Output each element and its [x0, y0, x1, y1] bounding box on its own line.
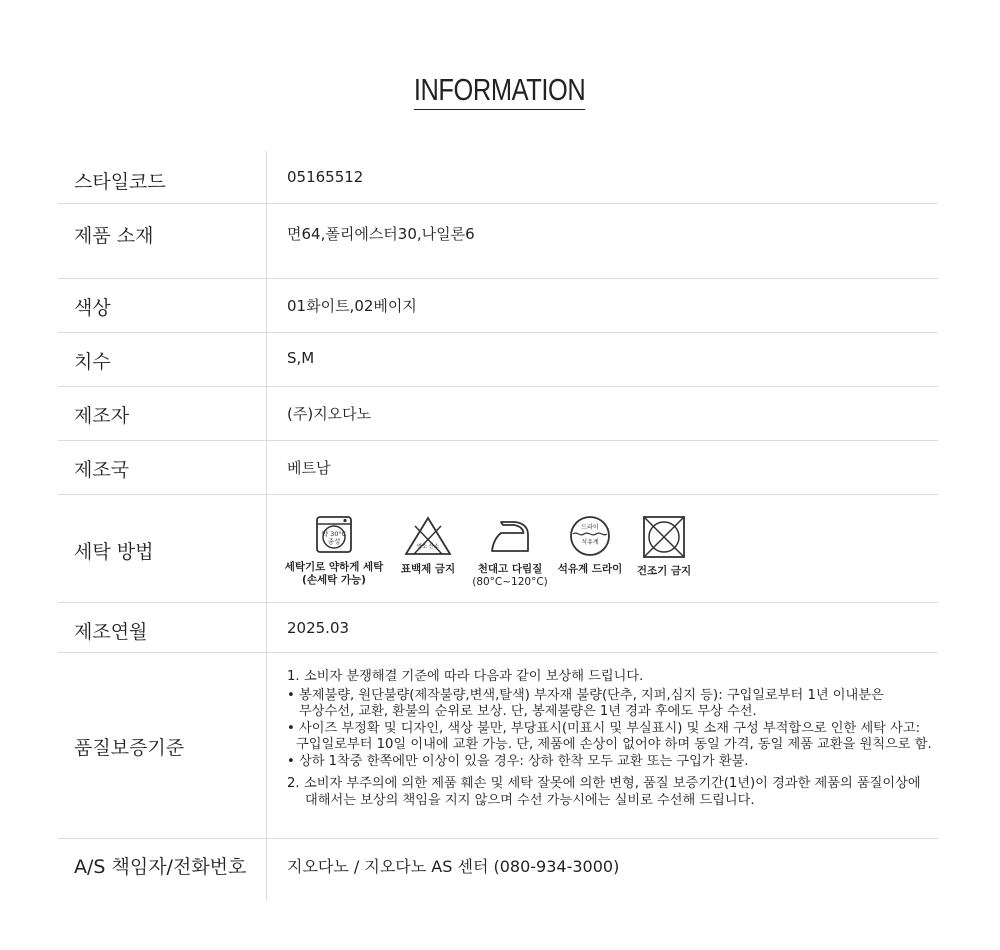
divider — [266, 279, 267, 332]
wash-tub-icon — [314, 515, 354, 555]
row-as — [58, 839, 938, 901]
row-label: 세탁 방법 — [74, 541, 154, 563]
divider — [266, 387, 267, 440]
row-country — [58, 441, 938, 495]
divider — [266, 204, 267, 278]
divider — [266, 151, 267, 203]
row-quality — [58, 653, 938, 839]
row-color — [58, 279, 938, 333]
care-item — [468, 515, 552, 589]
row-label: 제조국 — [74, 459, 130, 481]
svg-text:약 30°C: 약 30°C — [321, 530, 347, 538]
divider — [266, 333, 267, 386]
svg-text:드라이: 드라이 — [581, 524, 599, 531]
svg-text:염소: 염소 — [416, 544, 428, 550]
quality-item: 1. 소비자 분쟁해결 기준에 따라 다음과 같이 보상해 드립니다. — [287, 669, 644, 684]
care-item — [280, 515, 388, 589]
row-label: 제품 소재 — [74, 225, 154, 247]
care-caption: 건조기 금지 — [636, 565, 692, 577]
care-caption: 세탁기로 약하게 세탁 — [284, 561, 384, 573]
row-value: 지오다노 / 지오다노 AS 센터 (080-934-3000) — [287, 857, 620, 876]
title-wrap — [0, 72, 1000, 110]
row-label: 제조자 — [74, 405, 130, 427]
care-caption: 천대고 다림질 — [477, 563, 543, 575]
row-label: 치수 — [74, 351, 111, 373]
row-value: 01화이트,02베이지 — [287, 297, 417, 315]
row-value: 베트남 — [287, 459, 331, 477]
row-date — [58, 603, 938, 653]
care-item — [552, 515, 628, 589]
info-table — [58, 151, 938, 901]
divider — [266, 839, 267, 901]
care-caption: (손세탁 가능) — [302, 574, 366, 586]
row-washing — [58, 495, 938, 603]
quality-bullet: • 상하 1착중 한쪽에만 이상이 있을 경우: 상하 한착 모두 교환 또는 구입가 환불. — [287, 753, 749, 769]
dry-clean-icon — [569, 515, 611, 557]
row-value: 면64,폴리에스터30,나일론6 — [287, 225, 475, 243]
row-label: 제조연월 — [74, 621, 148, 643]
quality-bullet: • 봉제불량, 원단불량(제작불량,변색,탈색) 부자재 불량(단추, 지퍼,심지 등): 구입일로부터 1년 이내분은 무상수선, 교환, 환불의 순위로 보상. 단, 봉제불량은 1년 경과 후에도 무상 수선. — [287, 687, 884, 719]
row-manufacturer — [58, 387, 938, 441]
row-label: 스타일코드 — [74, 171, 166, 193]
care-caption: 석유계 드라이 — [557, 563, 623, 575]
no-tumble-dry-icon — [642, 515, 686, 559]
row-value: 2025.03 — [287, 619, 350, 637]
quality-item: 2. 소비자 부주의에 의한 제품 훼손 및 세탁 잘못에 의한 변형, 품질 보증기간(1년)이 경과한 제품의 품질이상에 대해서는 보상의 책임을 지지 않으며 수선 가능시에는 실비로 수선해 드립니다. — [287, 776, 921, 808]
care-caption: 표백제 금지 — [400, 563, 456, 575]
care-icons — [280, 515, 700, 589]
iron-icon — [487, 515, 533, 557]
svg-text:석유계: 석유계 — [581, 539, 599, 546]
quality-bullet: • 사이즈 부정확 및 디자인, 색상 불만, 부당표시(미표시 및 부실표시) 및 소재 구성 부적합으로 인한 세탁 사고: 구입일로부터 10일 이내에 교환 가능. 단, 제품에 손상이 없어야 하며 동일 가격, 동일 제품 교환을 원칙으로 함. — [287, 720, 932, 752]
page-title: INFORMATION — [414, 72, 586, 110]
row-label: A/S 책임자/전화번호 — [74, 856, 247, 878]
quality-text — [287, 669, 932, 809]
care-caption: (80°C~120°C) — [472, 576, 548, 588]
no-bleach-icon — [403, 515, 453, 557]
divider — [266, 603, 267, 652]
row-style-code — [58, 151, 938, 204]
divider — [266, 653, 267, 838]
row-size — [58, 333, 938, 387]
svg-text:중성: 중성 — [327, 537, 341, 546]
row-value: 05165512 — [287, 168, 364, 186]
svg-text:산소: 산소 — [428, 544, 440, 550]
row-value: S,M — [287, 349, 315, 367]
divider — [266, 495, 267, 602]
care-item — [388, 515, 468, 589]
row-value: (주)지오다노 — [287, 405, 372, 423]
divider — [266, 441, 267, 494]
care-item — [628, 515, 700, 589]
row-label: 색상 — [74, 297, 111, 319]
row-label: 품질보증기준 — [74, 737, 185, 759]
row-material — [58, 204, 938, 279]
